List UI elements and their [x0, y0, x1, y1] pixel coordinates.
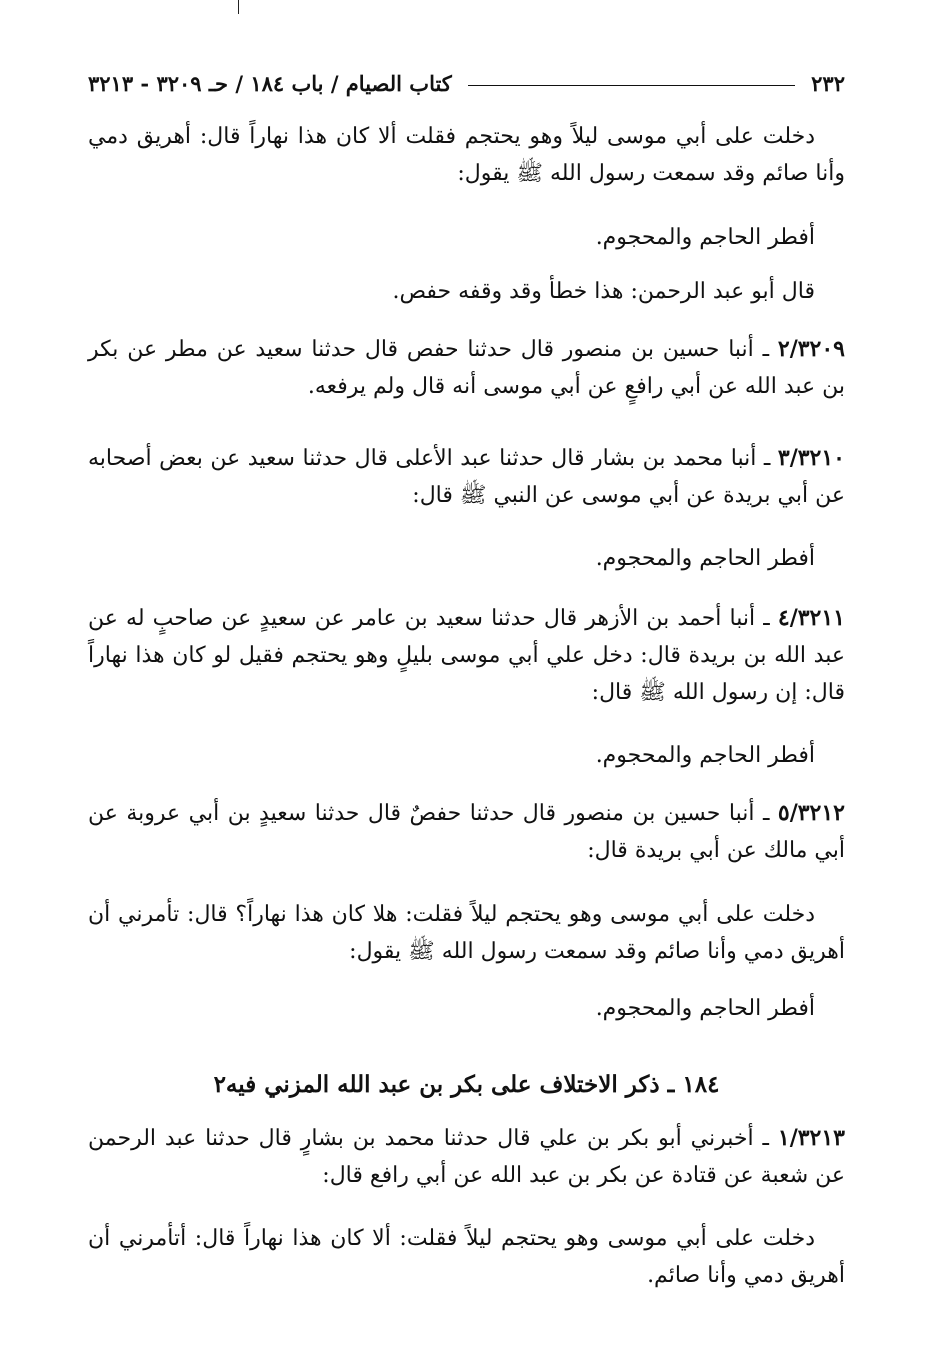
paragraph-saying: أفطر الحاجم والمحجوم.: [595, 225, 815, 250]
hadith-number: ١/٣٢١٣: [777, 1125, 845, 1151]
paragraph-saying: أفطر الحاجم والمحجوم.: [595, 743, 815, 768]
paragraph: دخلت على أبي موسى وهو يحتجم ليلاً فقلت: هلا كان هذا نهاراً؟ قال: تأمرني أن أهريق دمي وأنا صائم وقد سمعت رسول الله ﷺ يقول:: [88, 902, 845, 964]
page-number: ٢٣٢: [811, 70, 845, 96]
paragraph: دخلت على أبي موسى وهو يحتجم ليلاً فقلت: ألا كان هذا نهاراً قال: أتأمرني أن أهريق دمي وأنا صائم.: [88, 1226, 845, 1288]
hadith-number: ٥/٣٢١٢: [777, 800, 845, 826]
hadith-number: ٣/٣٢١٠: [777, 445, 845, 471]
paragraph-saying: أفطر الحاجم والمحجوم.: [595, 996, 815, 1021]
paragraph-saying: أفطر الحاجم والمحجوم.: [595, 546, 815, 571]
running-header: [88, 64, 845, 102]
hadith-entry: ٣/٣٢١٠ ـ أنبا محمد بن بشار قال حدثنا عبد الأعلى قال حدثنا سعيد عن بعض أصحابه عن أبي بريدة عن أبي موسى عن النبي ﷺ قال:: [88, 445, 845, 508]
section-heading: ١٨٤ ـ ذكر الاختلاف على بكر بن عبد الله المزني فيه٢: [213, 1071, 720, 1098]
hadith-entry: ٢/٣٢٠٩ ـ أنبا حسين بن منصور قال حدثنا حفص قال حدثنا سعيد عن مطر عن بكر بن عبد الله عن أبي رافعٍ عن أبي موسى أنه قال ولم يرفعه.: [88, 336, 845, 399]
hadith-entry: ٤/٣٢١١ ـ أنبا أحمد بن الأزهر قال حدثنا سعيد بن عامر عن سعيدٍ عن صاحبٍ له عن عبد الله بن بريدة قال: دخل علي أبي موسى بليلٍ وهو يحتجم فقيل لو كان هذا نهاراً قال: إن رسول الله ﷺ قال:: [88, 605, 845, 705]
scan-mark: [238, 0, 239, 14]
hadith-number: ٢/٣٢٠٩: [777, 336, 845, 362]
header-title: كتاب الصيام / باب ١٨٤ / حـ ٣٢٠٩ - ٣٢١٣: [88, 70, 452, 96]
header-rule: [468, 85, 795, 86]
hadith-entry: ١/٣٢١٣ ـ أخبرني أبو بكر بن علي قال حدثنا محمد بن بشارٍ قال حدثنا عبد الرحمن عن شعبة عن قتادة عن بكر بن عبد الله عن أبي رافع قال:: [88, 1125, 845, 1188]
hadith-number: ٤/٣٢١١: [777, 605, 845, 631]
paragraph: قال أبو عبد الرحمن: هذا خطأ وقد وقفه حفص.: [392, 279, 815, 304]
hadith-entry: ٥/٣٢١٢ ـ أنبا حسين بن منصور قال حدثنا حفصٌ قال حدثنا سعيدٍ بن أبي عروبة عن أبي مالك عن أبي بريدة قال:: [88, 800, 845, 863]
paragraph: دخلت على أبي موسى ليلاً وهو يحتجم فقلت ألا كان هذا نهاراً قال: أهريق دمي وأنا صائم وقد سمعت رسول الله ﷺ يقول:: [88, 124, 845, 186]
